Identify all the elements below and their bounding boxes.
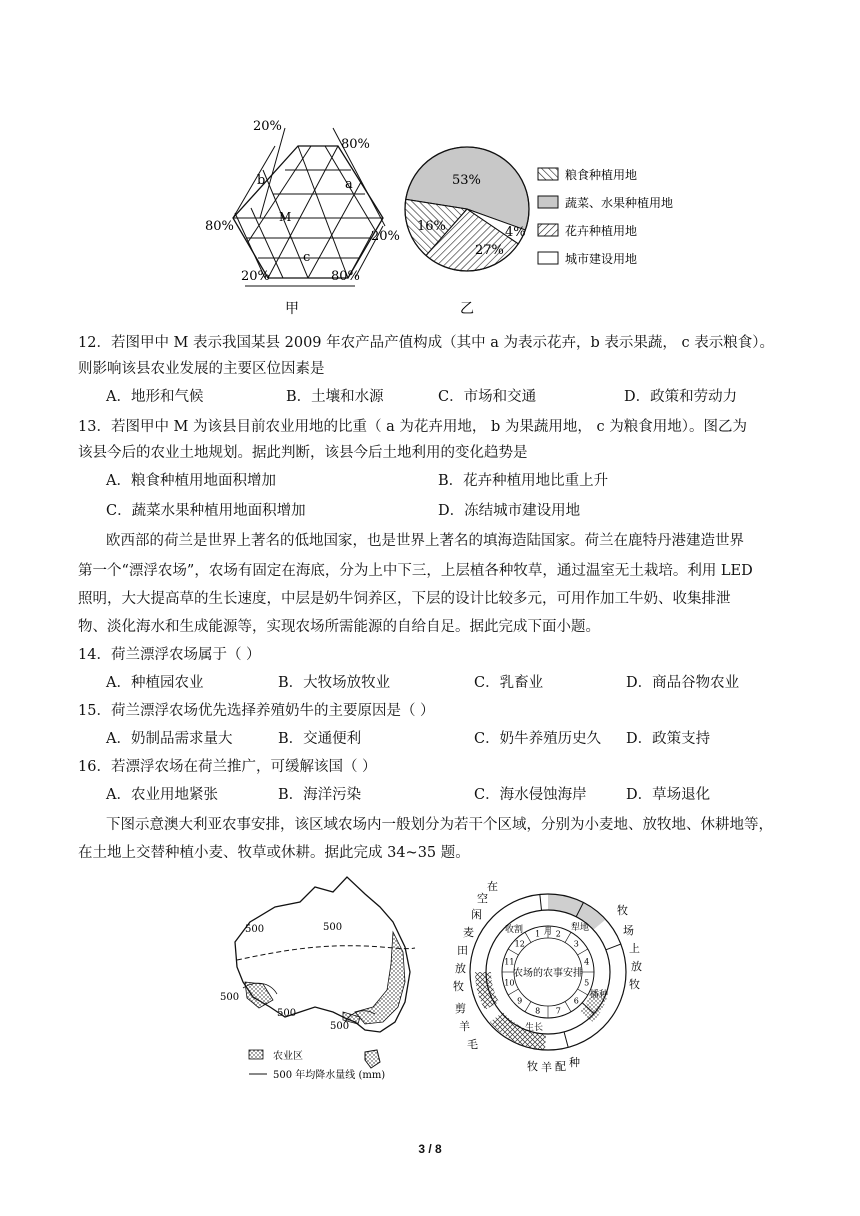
- calendar-tick: [565, 1001, 571, 1011]
- iso-label-1: 500: [245, 924, 265, 935]
- pct-top: 20%: [253, 119, 282, 134]
- q14-option-d[interactable]: D．商品谷物农业: [626, 675, 740, 691]
- pie-label-53: 53%: [452, 173, 481, 188]
- q16-option-d[interactable]: D．草场退化: [626, 787, 711, 803]
- legend-grain: 粮食种植用地: [565, 168, 638, 182]
- bottom-figure: [215, 872, 645, 1087]
- q12-option-c[interactable]: C．市场和交通: [438, 389, 537, 405]
- legend-flower: 花卉种植用地: [565, 224, 638, 238]
- pct-bottomright: 80%: [331, 269, 360, 284]
- map-legend-ag: 农业区: [273, 1051, 303, 1062]
- outer-label-15: 牧: [527, 1060, 538, 1073]
- ternary-diagram: [205, 119, 400, 317]
- q15-option-b[interactable]: B．交通便利: [278, 731, 362, 747]
- pie-label-27: 27%: [475, 243, 504, 258]
- passage1-line1: 欧西部的荷兰是世界上著名的低地国家，也是世界上著名的填海造陆国家。荷兰在鹿特丹港建造世界: [106, 533, 744, 549]
- outer-label-1: 在: [487, 880, 498, 893]
- calendar-tick: [508, 949, 518, 955]
- calendar-divider: [540, 894, 542, 910]
- q16-stem: 16．若漂浮农场在荷兰推广，可缓解该国（ ）: [78, 759, 377, 775]
- pct-topright: 80%: [341, 137, 370, 152]
- month-label: 8: [535, 1006, 541, 1016]
- outer-label-14: 毛: [467, 1038, 478, 1051]
- outer-label-7: 上: [629, 942, 640, 955]
- passage1-line4: 物、淡化海水和生成能源等，实现农场所需能源的自给自足。据此完成下面小题。: [78, 619, 600, 635]
- month-label: 2: [555, 929, 561, 939]
- month-label: 9: [517, 996, 523, 1006]
- outer-label-11: 牧: [629, 978, 640, 991]
- outer-label-12: 剪: [455, 1002, 466, 1015]
- pie-chart: [405, 147, 529, 317]
- inner-label-grow: 生长: [525, 1023, 544, 1033]
- month-label: 1: [535, 929, 541, 939]
- iso-label-4: 500: [277, 1008, 297, 1019]
- q15-option-c[interactable]: C．奶牛养殖历史久: [474, 731, 602, 747]
- map-legend-line: 500 年均降水量线 (mm): [273, 1070, 386, 1081]
- page-number: 3 / 8: [418, 1142, 442, 1156]
- q12-line2: 则影响该县农业发展的主要区位因素是: [78, 361, 325, 377]
- legend-city: 城市建设用地: [565, 252, 638, 266]
- outer-label-8: 放: [455, 962, 466, 975]
- month-label: 10: [504, 978, 515, 988]
- label-c: c: [303, 250, 311, 265]
- q13-option-c[interactable]: C．蔬菜水果种植用地面积增加: [106, 503, 306, 519]
- calendar-tick: [577, 949, 587, 955]
- outer-label-16: 羊: [541, 1061, 552, 1074]
- label-b: b: [257, 173, 266, 188]
- q14-option-a[interactable]: A．种植园农业: [106, 675, 204, 691]
- calendar-month-word: 月: [543, 927, 553, 937]
- outer-label-18: 种: [569, 1056, 580, 1069]
- outer-label-3: 牧: [617, 904, 628, 917]
- pct-left: 80%: [205, 219, 234, 234]
- outer-label-5: 场: [623, 924, 634, 937]
- month-label: 3: [573, 939, 579, 949]
- outer-label-6: 田: [457, 944, 468, 957]
- pie-label-4: 4%: [505, 225, 526, 240]
- australia-map: [220, 877, 415, 1081]
- month-label: 7: [555, 1006, 561, 1016]
- outer-label-0: 空: [477, 892, 488, 905]
- q14-option-b[interactable]: B．大牧场放牧业: [278, 675, 391, 691]
- q16-option-b[interactable]: B．海洋污染: [278, 787, 362, 803]
- iso-label-5: 500: [330, 1021, 350, 1032]
- q12-option-a[interactable]: A．地形和气候: [106, 389, 204, 405]
- outer-label-10: 牧: [453, 980, 464, 993]
- q15-option-a[interactable]: A．奶制品需求量大: [106, 731, 233, 747]
- q12-option-b[interactable]: B．土壤和水源: [286, 389, 384, 405]
- pct-right: 20%: [371, 229, 400, 244]
- month-label: 12: [514, 939, 525, 949]
- passage1-line3: 照明，大大提高草的生长速度，中层是奶牛饲养区，下层的设计比较多元，可用作加工牛奶、收集排泄: [78, 591, 731, 607]
- q16-option-c[interactable]: C．海水侵蚀海岸: [474, 787, 587, 803]
- calendar-tick: [577, 989, 587, 995]
- inner-label-sow: 播种: [590, 990, 609, 1000]
- pie-label-16: 16%: [417, 219, 446, 234]
- q14-option-c[interactable]: C．乳畜业: [474, 675, 544, 691]
- q13-line1: 13．若图甲中 M 为该县目前农业用地的比重（ a 为花卉用地， b 为果蔬用地， c 为粮食用地）。图乙为: [78, 419, 747, 435]
- iso-label-3: 500: [220, 992, 240, 1003]
- calendar-tick: [525, 1001, 531, 1011]
- q12-line1: 12．若图甲中 M 表示我国某县 2009 年农产品产值构成（其中 a 为表示花卉，b 表示果蔬， c 表示粮食）。: [78, 335, 774, 351]
- q14-stem: 14．荷兰漂浮农场属于（ ）: [78, 647, 261, 663]
- month-label: 4: [584, 957, 590, 967]
- inner-label-harvest: 收割: [505, 925, 524, 935]
- pct-bottomleft: 20%: [241, 269, 270, 284]
- iso-label-2: 500: [323, 922, 343, 933]
- calendar-center: 农场的农事安排: [513, 968, 583, 979]
- q15-stem: 15．荷兰漂浮农场优先选择养殖奶牛的主要原因是（ ）: [78, 703, 435, 719]
- q13-option-d[interactable]: D．冻结城市建设用地: [438, 503, 581, 519]
- calendar-divider: [564, 1032, 568, 1047]
- top-figure: [205, 108, 685, 323]
- outer-label-17: 配: [555, 1060, 566, 1073]
- inner-label-plough: 犁地: [571, 923, 590, 933]
- calendar-tick: [565, 932, 571, 942]
- label-a: a: [345, 177, 353, 192]
- pie-legend: [538, 167, 673, 266]
- q13-line2: 该县今后的农业土地规划。据此判断，该县今后土地利用的变化趋势是: [78, 445, 528, 461]
- passage2-line2: 在土地上交替种植小麦、牧草或休耕。据此完成 34~35 题。: [78, 845, 470, 861]
- q13-option-a[interactable]: A．粮食种植用地面积增加: [106, 473, 276, 489]
- caption-jia: 甲: [285, 301, 299, 317]
- calendar-tick: [525, 932, 531, 942]
- farm-calendar: [453, 879, 642, 1074]
- outer-label-2: 闲: [471, 908, 482, 921]
- q12-option-d[interactable]: D．政策和劳动力: [624, 389, 738, 405]
- outer-label-4: 麦: [463, 926, 474, 939]
- outer-label-9: 放: [631, 960, 642, 973]
- calendar-divider: [606, 944, 621, 950]
- caption-yi: 乙: [460, 301, 474, 317]
- month-label: 6: [573, 996, 579, 1006]
- passage1-line2: 第一个“漂浮农场”，农场有固定在海底，分为上中下三，上层植各种牧草，通过温室无土栽培。利用 LED: [78, 563, 753, 579]
- month-label: 5: [584, 978, 590, 988]
- calendar-tick: [508, 989, 518, 995]
- month-label: 11: [504, 957, 515, 967]
- q15-option-d[interactable]: D．政策支持: [626, 731, 711, 747]
- passage2-line1: 下图示意澳大利亚农事安排，该区域农场内一般划分为若干个区域，分别为小麦地、放牧地、休耕地等，: [106, 817, 773, 833]
- label-m: M: [279, 210, 292, 224]
- legend-veg: 蔬菜、水果种植用地: [565, 196, 674, 210]
- q16-option-a[interactable]: A．农业用地紧张: [106, 787, 218, 803]
- q13-option-b[interactable]: B．花卉种植用地比重上升: [438, 473, 609, 489]
- outer-label-13: 羊: [459, 1020, 470, 1033]
